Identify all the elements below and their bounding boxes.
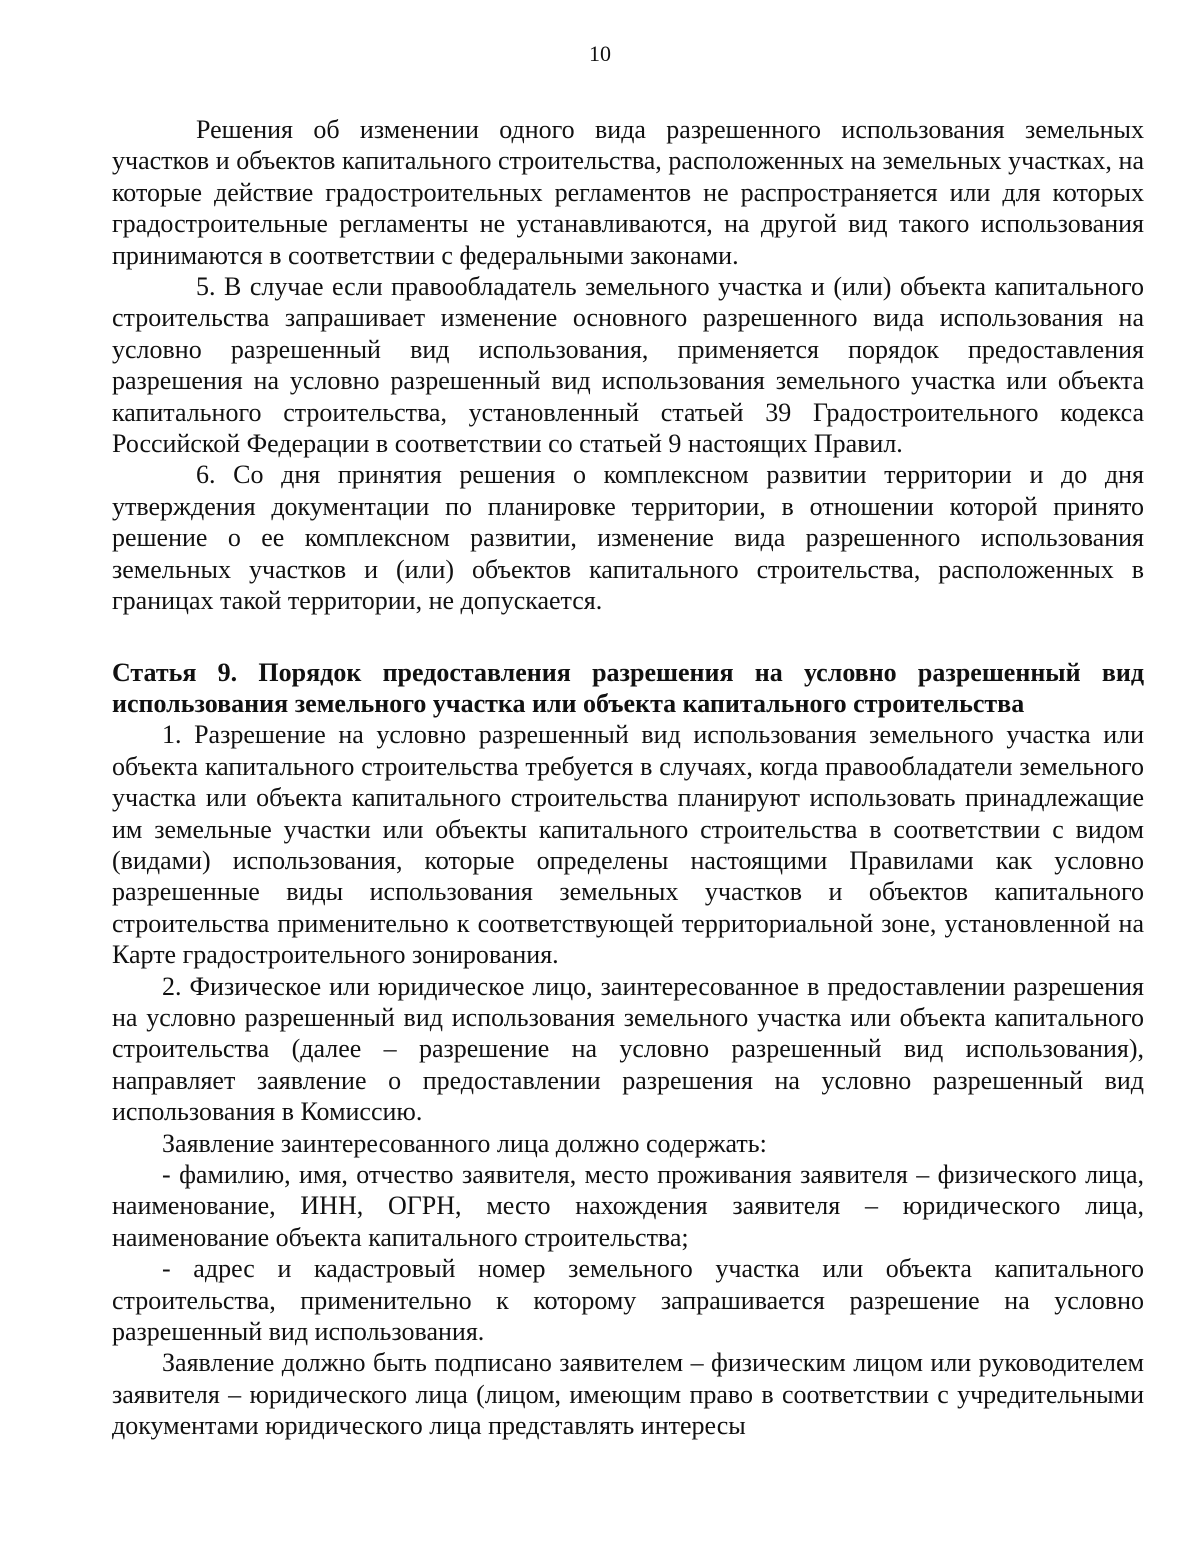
paragraph-item-6: 6. Со дня принятия решения о комплексном развитии территории и до дня утверждения документации по планировке территории, в отношении которой принято решение о ее комплексном развитии, изменение вида разрешенного использования земельных участков и (или) объектов капитального строительства, расположенных в границах такой территории, не допускается. — [112, 460, 1144, 616]
application-requirement-applicant-info: - фамилию, имя, отчество заявителя, место проживания заявителя – физического лица, наименование, ИНН, ОГРН, место нахождения заявителя – юридического лица, наименование объекта капитального строительства; — [112, 1160, 1144, 1252]
article-9-item-2: 2. Физическое или юридическое лицо, заинтересованное в предоставлении разрешения на условно разрешенный вид использования земельного участка или объекта капитального строительства (далее – разрешение на условно разрешенный вид использования), направляет заявление о предоставлении разрешения на условно разрешенный вид использования в Комиссию. — [112, 971, 1144, 1127]
article-9-heading: Статья 9. Порядок предоставления разрешения на условно разрешенный вид использования земельного участка или объекта капитального строительства — [112, 657, 1144, 718]
page-number: 10 — [589, 41, 611, 66]
paragraph-land-use-change-federal: Решения об изменении одного вида разрешенного использования земельных участков и объектов капитального строительства, расположенных на земельных участках, на которые действие градостроительных регламентов не распространяется или для которых градостроительные регламенты не устанавливаются, на другой вид такого использования принимаются в соответствии с федеральными законами. — [112, 115, 1144, 270]
application-content-intro: Заявление заинтересованного лица должно содержать: — [162, 1128, 767, 1158]
document-body — [112, 114, 1144, 1442]
article-9-item-1: 1. Разрешение на условно разрешенный вид использования земельного участка или объекта капитального строительства требуется в случаях, когда правообладатели земельного участка или объекта капитального строительства планируют использовать принадлежащие им земельные участки или объекты капитального строительства в соответствии с видом (видами) использования, которые определены настоящими Правилами как условно разрешенные виды использования земельных участков и объектов капитального строительства применительно к соответствующей территориальной зоне, установленной на Карте градостроительного зонирования. — [112, 720, 1144, 970]
paragraph-item-5: 5. В случае если правообладатель земельного участка и (или) объекта капитального строительства запрашивает изменение основного разрешенного вида использования на условно разрешенный вид использования, применяется порядок предоставления разрешения на условно разрешенный вид использования земельного участка или объекта капитального строительства, установленный статьей 39 Градостроительного кодекса Российской Федерации в соответствии со статьей 9 настоящих Правил. — [112, 272, 1144, 459]
application-signature-paragraph: Заявление должно быть подписано заявителем – физическим лицом или руководителем заявителя – юридического лица (лицом, имеющим право в соответствии с учредительными документами юридического лица представлять интересы — [112, 1348, 1144, 1441]
application-requirement-address: - адрес и кадастровый номер земельного участка или объекта капитального строительства, применительно к которому запрашивается разрешение на условно разрешенный вид использования. — [112, 1254, 1144, 1347]
